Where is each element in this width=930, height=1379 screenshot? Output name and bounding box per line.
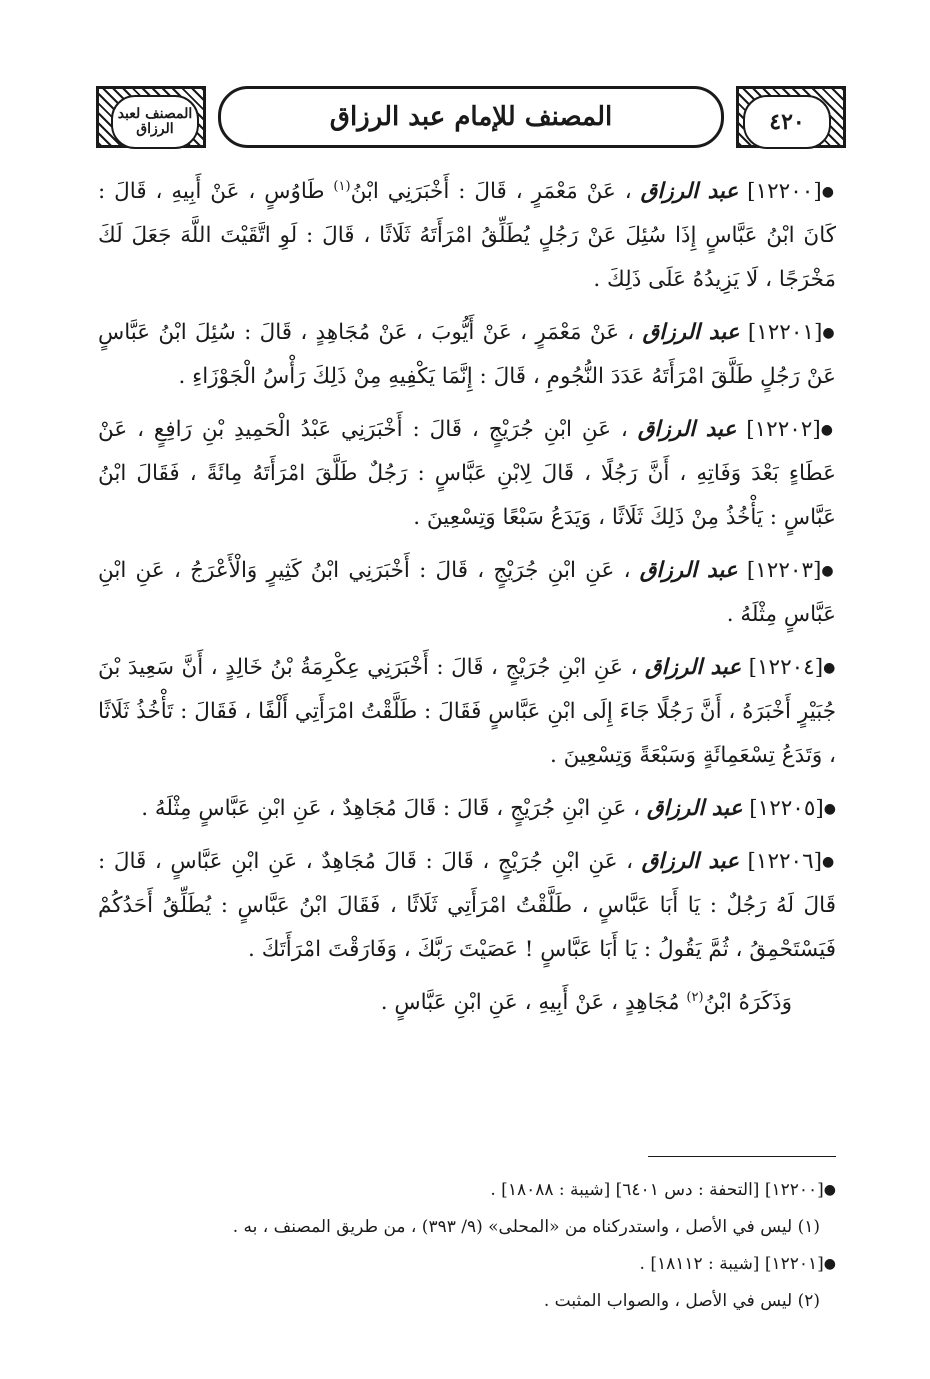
hadith-paragraph	[98, 840, 836, 972]
hadith-number: [١٢٢٠١]	[747, 320, 823, 345]
seal-text: المصنف لعبد الرزاق	[117, 105, 193, 137]
hadith-number: [١٢٢٠٥]	[749, 796, 824, 821]
bullet-icon: ●	[823, 1256, 836, 1272]
footnote-text: [١٢٢٠٠] [التحفة : دس ٦٤٠١] [شيبة : ١٨٠٨٨] .	[490, 1180, 824, 1200]
hadith-text: ، عَنِ ابْنِ جُرَيْجٍ ، قَالَ : أَخْبَرَنِي عَبْدُ الْحَمِيدِ بْنِ رَافِعٍ ، عَنْ عَطَاءٍ بَعْدَ وَفَاتِهِ ، أَنَّ رَجُلًا ، قَالَ لِابْنِ عَبَّاسٍ : رَجُلٌ طَلَّقَ امْرَأَتَهُ مِائَةً ، فَقَالَ ابْنُ عَبَّاسٍ : يَأْخُذُ مِنْ ذَلِكَ ثَلَاثًا ، وَيَدَعُ سَبْعًا وَتِسْعِينَ .	[98, 417, 836, 530]
closing-line	[98, 981, 836, 1025]
hadith-number: [١٢٢٠٠]	[747, 179, 822, 204]
footnote	[98, 1172, 836, 1209]
page-number-medallion	[743, 95, 831, 149]
hadith-paragraph	[98, 170, 836, 302]
footnotes	[98, 1172, 836, 1320]
author-name: عبد الرزاق	[642, 320, 740, 345]
hadith-text-cont: طَاوُسٍ ، عَنْ أَبِيهِ ، قَالَ : كَانَ ابْنُ عَبَّاسٍ إِذَا سُئِلَ عَنْ رَجُلٍ يُطَلِّقُ امْرَأَتَهُ ثَلَاثًا ، قَالَ : لَوِ اتَّقَيْتَ اللَّهَ جَعَلَ لَكَ مَخْرَجًا ، لَا يَزِيدُهُ عَلَى ذَلِكَ .	[98, 179, 836, 292]
seal-medallion	[111, 95, 199, 149]
bullet-icon: ●	[822, 854, 837, 870]
footnote-text: (٢) ليس في الأصل ، والصواب المثبت .	[543, 1291, 820, 1311]
page-number: ٤٢٠	[769, 108, 805, 135]
footnote	[98, 1246, 836, 1283]
running-title-box	[218, 86, 724, 148]
bullet-icon: ●	[821, 563, 836, 579]
hadith-number: [١٢٢٠٢]	[746, 417, 821, 442]
author-name: عبد الرزاق	[640, 179, 739, 204]
hadith-paragraph	[98, 549, 836, 637]
closing-text: وَذَكَرَهُ ابْنُ	[703, 990, 792, 1015]
bullet-icon: ●	[821, 184, 836, 200]
author-name: عبد الرزاق	[644, 655, 742, 680]
author-name: عبد الرزاق	[637, 417, 737, 442]
hadith-paragraph	[98, 408, 836, 540]
running-title: المصنف للإمام عبد الرزاق	[329, 102, 613, 132]
hadith-paragraph	[98, 311, 836, 399]
footnote-divider	[648, 1156, 836, 1157]
footnote-marker: (٢)	[686, 989, 704, 1005]
header-ornament-right	[736, 86, 846, 148]
author-name: عبد الرزاق	[641, 849, 739, 874]
header-ornament-left	[96, 86, 206, 148]
hadith-number: [١٢٢٠٣]	[746, 558, 822, 583]
hadith-text: ، عَنِ ابْنِ جُرَيْجٍ ، قَالَ : قَالَ مُجَاهِدٌ ، عَنِ ابْنِ عَبَّاسٍ مِثْلَهُ .	[141, 796, 641, 821]
hadith-text: ، عَنِ ابْنِ جُرَيْجٍ ، قَالَ : أَخْبَرَنِي عِكْرِمَةُ بْنُ خَالِدٍ ، أَنَّ سَعِيدَ بْنَ جُبَيْرٍ أَخْبَرَهُ ، أَنَّ رَجُلًا جَاءَ إِلَى ابْنِ عَبَّاسٍ فَقَالَ : طَلَّقْتُ امْرَأَتِي أَلْفًا ، فَقَالَ : تَأْخُذُ ثَلَاثًا ، وَتَدَعُ تِسْعَمِائَةٍ وَسَبْعَةً وَتِسْعِينَ .	[98, 655, 836, 768]
bullet-icon: ●	[823, 1182, 836, 1198]
main-text	[98, 170, 836, 1034]
hadith-text: ، عَنِ ابْنِ جُرَيْجٍ ، قَالَ : قَالَ مُجَاهِدٌ ، عَنِ ابْنِ عَبَّاسٍ ، قَالَ : قَالَ لَهُ رَجُلٌ : يَا أَبَا عَبَّاسٍ ، طَلَّقْتُ امْرَأَتِي ثَلَاثًا ، فَقَالَ ابْنُ عَبَّاسٍ : يُطَلِّقُ أَحَدُكُمْ فَيَسْتَحْمِقُ ، ثُمَّ يَقُولُ : يَا أَبَا عَبَّاسٍ ! عَصَيْتَ رَبَّكَ ، وَفَارَقْتَ امْرَأَتَكَ .	[98, 849, 836, 962]
footnote-marker: (١)	[333, 178, 351, 194]
closing-text-cont: مُجَاهِدٍ ، عَنْ أَبِيهِ ، عَنِ ابْنِ عَبَّاسٍ .	[380, 990, 680, 1015]
page-header	[96, 86, 846, 148]
hadith-number: [١٢٢٠٤]	[748, 655, 824, 680]
bullet-icon: ●	[822, 325, 837, 341]
footnote-text: [١٢٢٠١] [شيبة : ١٨١١٢] .	[639, 1254, 824, 1274]
bullet-icon: ●	[820, 422, 836, 438]
footnote	[98, 1209, 836, 1246]
hadith-paragraph	[98, 646, 836, 778]
hadith-text: ، عَنِ ابْنِ جُرَيْجٍ ، قَالَ : أَخْبَرَنِي ابْنُ كَثِيرٍ وَالْأَعْرَجُ ، عَنِ ابْنِ عَبَّاسٍ مِثْلَهُ .	[98, 558, 836, 627]
hadith-text: ، عَنْ مَعْمَرٍ ، عَنْ أَيُّوبَ ، عَنْ مُجَاهِدٍ ، قَالَ : سُئِلَ ابْنُ عَبَّاسٍ عَنْ رَجُلٍ طَلَّقَ امْرَأَتَهُ عَدَدَ النُّجُومِ ، قَالَ : إِنَّمَا يَكْفِيهِ مِنْ ذَلِكَ رَأْسُ الْجَوْزَاءِ .	[98, 320, 836, 389]
author-name: عبد الرزاق	[639, 558, 738, 583]
footnote-text: (١) ليس في الأصل ، واستدركناه من «المحلى» (٩/ ٣٩٣) ، من طريق المصنف ، به .	[232, 1217, 820, 1237]
bullet-icon: ●	[823, 660, 836, 676]
hadith-number: [١٢٢٠٦]	[747, 849, 823, 874]
hadith-paragraph	[98, 787, 836, 831]
footnote	[98, 1283, 836, 1320]
bullet-icon: ●	[823, 801, 836, 817]
hadith-text: ، عَنْ مَعْمَرٍ ، قَالَ : أَخْبَرَنِي ابْنُ	[350, 179, 632, 204]
author-name: عبد الرزاق	[646, 796, 743, 821]
